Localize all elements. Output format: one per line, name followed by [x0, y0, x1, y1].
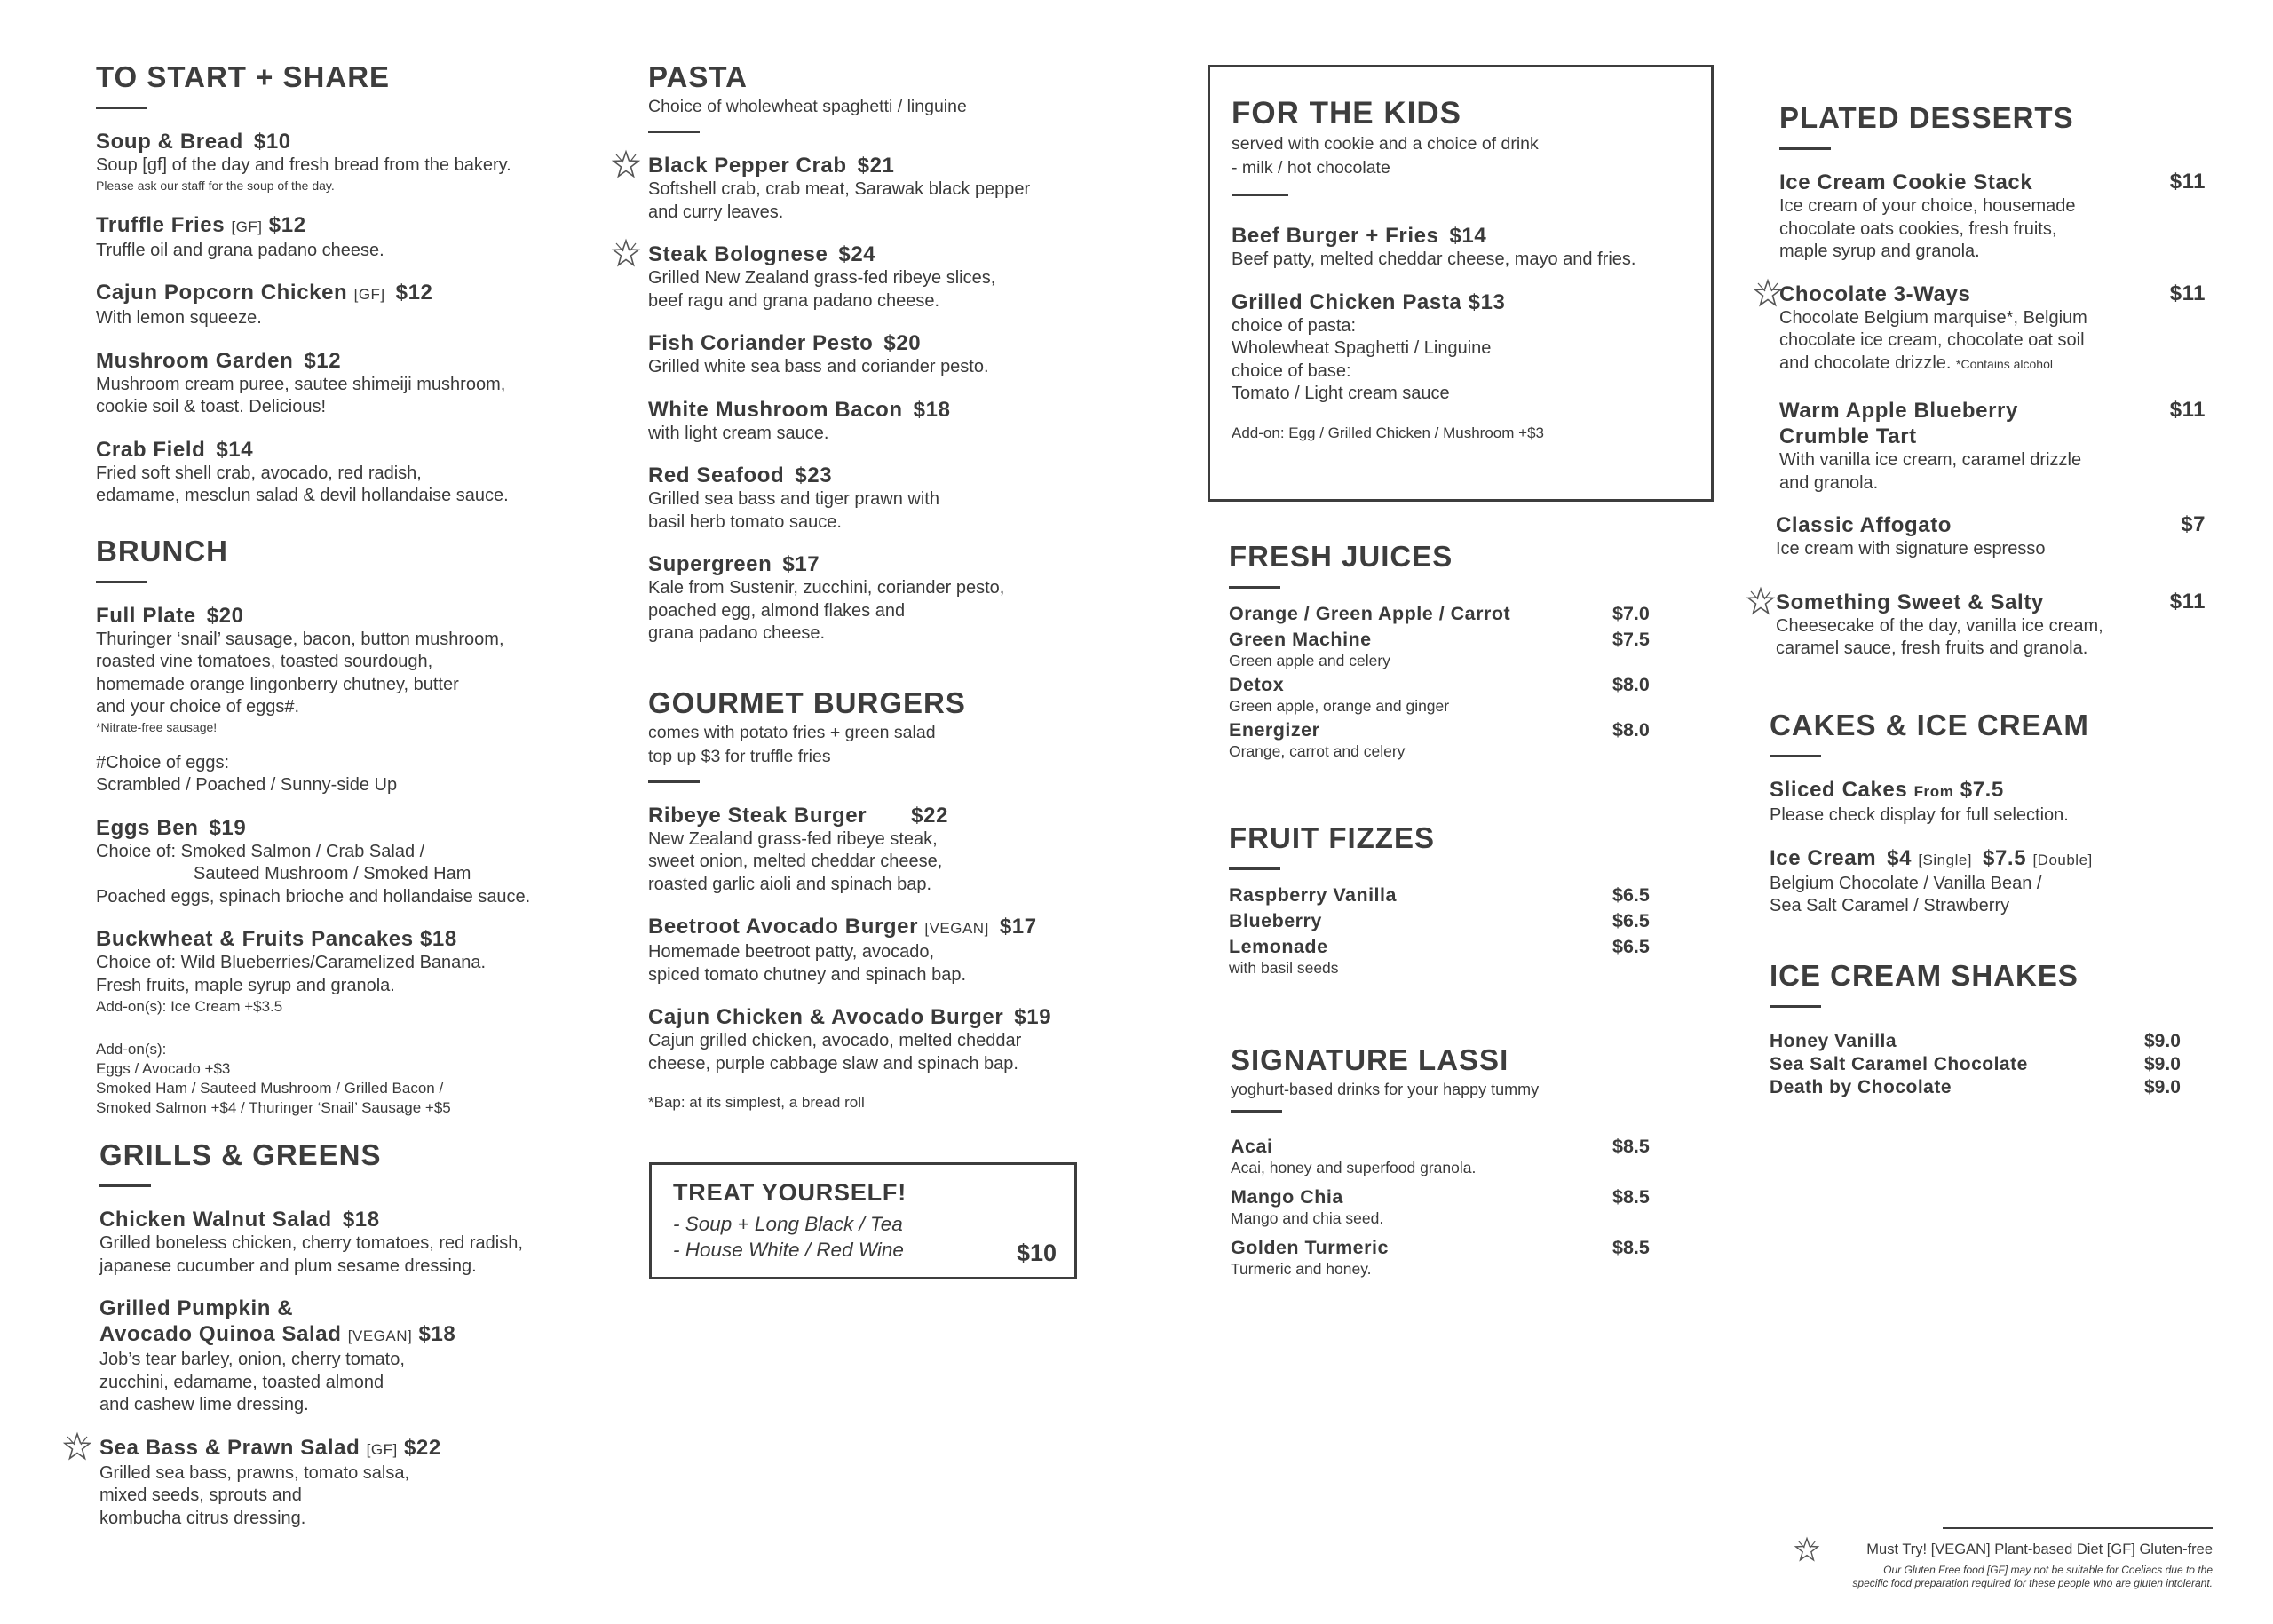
divider: [1779, 147, 1831, 150]
drink-item: [1231, 1136, 1675, 1177]
drink-description: Turmeric and honey.: [1231, 1260, 1372, 1278]
drink-item: [1229, 674, 1673, 716]
drink-name: Honey Vanilla: [1770, 1031, 1897, 1051]
drink-name: Energizer: [1229, 719, 1320, 741]
drink-name: Death by Chocolate: [1770, 1077, 1952, 1097]
shakes-section: [1770, 959, 2191, 1100]
section-title-desserts: PLATED DESSERTS: [1779, 101, 2074, 134]
divider: [1229, 867, 1280, 870]
divider: [1770, 755, 1821, 757]
section-title-cakes: CAKES & ICE CREAM: [1770, 709, 2089, 741]
section-title-kids: FOR THE KIDS: [1232, 96, 1461, 131]
drink-name: Mango Chia: [1231, 1186, 1343, 1208]
menu-item: Cajun Popcorn Chicken [GF] $12 With lemon squeeze.: [96, 281, 433, 328]
divider: [1770, 1005, 1821, 1008]
drink-name: Sea Salt Caramel Chocolate: [1770, 1054, 2028, 1074]
drink-price: $9.0: [2144, 1077, 2181, 1097]
drink-item: [1770, 1077, 2191, 1098]
menu-item: Sea Bass & Prawn Salad [GF] $22 Grilled sea bass, prawns, tomato salsa, mixed seeds, sprouts and kombucha citrus dressing.: [99, 1435, 614, 1531]
section-title-lassi: SIGNATURE LASSI: [1231, 1043, 1509, 1076]
menu-item: Eggs Ben $19 Choice of: Smoked Salmon / Crab Salad / Sauteed Mushroom / Smoked Ham Poached eggs, spinach brioche and hollandaise sauce.: [96, 815, 531, 907]
drink-price: $8.5: [1612, 1237, 1650, 1258]
must-try-star-icon: [1794, 1536, 1820, 1563]
menu-item: Black Pepper Crab $21 Softshell crab, crab meat, Sarawak black pepper and curry leaves.: [648, 153, 1128, 224]
divider: [1229, 586, 1280, 589]
must-try-star-icon: [611, 149, 641, 179]
drink-price: $9.0: [2144, 1031, 2181, 1051]
divider: [96, 581, 147, 583]
lassi-list: [1231, 1136, 1675, 1279]
menu-item: Ice Cream $4 [Single] $7.5 [Double] Belgium Chocolate / Vanilla Bean / Sea Salt Caramel / Strawberry: [1770, 845, 2093, 915]
drink-description: Acai, honey and superfood granola.: [1231, 1159, 1477, 1176]
menu-item: Supergreen $17 Kale from Sustenir, zucchini, coriander pesto, poached egg, almond flakes and grana padano cheese.: [648, 552, 1005, 643]
menu-item: White Mushroom Bacon $18 with light cream sauce.: [648, 397, 951, 443]
column-2: PASTA Choice of wholewheat spaghetti / linguine Black Pepper Crab $21 Softshell crab, crab meat, Sarawak black pepper and curry leaves. Steak Bolognese $24 Grilled New Zealand grass-fed ribeye slices, beef ragu and grana padano cheese. Fish Coriander Pesto $20 Grilled white sea bass and coriander pesto. White Mushroom Bacon $18 with light cream sauce. Red Seafood $23 Grilled sea bass and tiger prawn with basil herb tomato sauce. Supergreen $17 Kale from Sustenir, zucchini, coriander pesto, poached egg, almond flakes and grana padano cheese. GOURMET BURGERS comes with potato fries + green salad top up $3 for truffle fries Ribeye Steak Burger $22 New Zealand grass-fed ribeye steak, sweet onion, melted cheddar cheese, roasted garlic aioli and spinach bap. Beetroot Avocado Burger [VEGAN] $17 Homemade beetroot patty, avocado, spiced tomato chutney and spinach bap. Cajun Chicken & Avocado Burger $19 Cajun grilled chicken, avocado, melted cheddar cheese, purple cabbage slaw and spinach bap. *Bap: at its simplest, a bread roll: [648, 60, 1128, 1113]
drink-item: [1770, 1031, 2191, 1052]
drink-price: $6.5: [1612, 884, 1650, 906]
drink-name: Lemonade: [1229, 936, 1328, 957]
menu-item: Mushroom Garden $12 Mushroom cream puree, sautee shimeiji mushroom, cookie soil & toast. Delicious!: [96, 348, 506, 416]
shakes-list: [1770, 1031, 2191, 1098]
menu-item: Steak Bolognese $24 Grilled New Zealand grass-fed ribeye slices, beef ragu and grana padano cheese.: [648, 242, 1128, 313]
must-try-star-icon: [1753, 278, 1783, 308]
drink-item: [1770, 1054, 2191, 1075]
fizzes-section: [1229, 821, 1673, 981]
drink-item: [1229, 603, 1673, 625]
drink-price: $6.5: [1612, 936, 1650, 957]
menu-item: Fish Coriander Pesto $20 Grilled white sea bass and coriander pesto.: [648, 331, 989, 376]
section-title-juices: FRESH JUICES: [1229, 540, 1453, 573]
menu-item: Soup & Bread $10 Soup [gf] of the day and fresh bread from the bakery. Please ask our staff for the soup of the day.: [96, 130, 511, 193]
juices-section: [1229, 540, 1673, 764]
menu-item: Grilled Pumpkin & Avocado Quinoa Salad [VEGAN] $18 Job’s tear barley, onion, cherry tomato, zucchini, edamame, toasted almond and cashew lime dressing.: [99, 1296, 456, 1414]
bap-note: *Bap: at its simplest, a bread roll: [648, 1094, 865, 1111]
menu-item: Beef Burger + Fries $14 Beef patty, melted cheddar cheese, mayo and fries.: [1232, 224, 1636, 269]
divider: [1231, 1110, 1282, 1113]
menu-item: Chicken Walnut Salad $18 Grilled boneless chicken, cherry tomatoes, red radish, japanese cucumber and plum sesame dressing.: [99, 1208, 523, 1276]
drink-description: Mango and chia seed.: [1231, 1209, 1384, 1227]
divider: [1232, 194, 1288, 196]
drink-price: $9.0: [2144, 1054, 2181, 1074]
drink-item: [1229, 936, 1673, 978]
drink-price: $8.5: [1612, 1186, 1650, 1208]
section-title-burgers: GOURMET BURGERS: [648, 685, 966, 719]
drink-price: $7.0: [1612, 603, 1650, 624]
must-try-star-icon: [1746, 586, 1776, 616]
drink-name: Raspberry Vanilla: [1229, 884, 1397, 906]
drink-name: Acai: [1231, 1136, 1273, 1157]
menu-item: Cajun Chicken & Avocado Burger $19 Cajun grilled chicken, avocado, melted cheddar cheese, purple cabbage slaw and spinach bap.: [648, 1005, 1052, 1073]
divider: [648, 780, 700, 783]
divider: [648, 131, 700, 133]
drink-item: [1229, 629, 1673, 670]
section-title-grills: GRILLS & GREENS: [99, 1138, 382, 1171]
kids-box: FOR THE KIDS served with cookie and a choice of drink - milk / hot chocolate Beef Burger + Fries $14 Beef patty, melted cheddar cheese, mayo and fries. Grilled Chicken Pasta $13 choice of pasta: Wholewheat Spaghetti / Linguine choice of base: Tomato / Light cream sauce Add-on: Egg / Grilled Chicken / Mushroom +$3: [1208, 65, 1714, 502]
footer-legend: Must Try! [VEGAN] Plant-based Diet [GF] Gluten-free Our Gluten Free food [GF] may not be suitable for Coeliacs due to the specific food preparation required for these people who are gluten intolerant.: [1758, 1527, 2213, 1590]
drink-item: [1229, 884, 1673, 907]
menu-item: Classic Affogato $7 Ice cream with signature espresso: [1776, 512, 2206, 558]
drink-name: Orange / Green Apple / Carrot: [1229, 603, 1511, 624]
treat-yourself-box: TREAT YOURSELF! - Soup + Long Black / Tea - House White / Red Wine $10: [649, 1162, 1077, 1279]
drink-name: Detox: [1229, 674, 1285, 695]
drink-name: Blueberry: [1229, 910, 1322, 931]
drink-description: Green apple and celery: [1229, 652, 1390, 669]
section-title-pasta: PASTA: [648, 60, 748, 93]
must-try-star-icon: [62, 1431, 92, 1462]
section-title-fizzes: FRUIT FIZZES: [1229, 821, 1435, 854]
desserts-section: [1776, 101, 2206, 678]
menu-item: Beetroot Avocado Burger [VEGAN] $17 Homemade beetroot patty, avocado, spiced tomato chutney and spinach bap.: [648, 915, 1037, 985]
menu-item: Ice Cream Cookie Stack $11 Ice cream of your choice, housemade chocolate oats cookies, fresh fruits, maple syrup and granola.: [1779, 170, 2206, 261]
drink-item: [1229, 910, 1673, 932]
drink-item: [1231, 1186, 1675, 1228]
drink-name: Green Machine: [1229, 629, 1372, 650]
menu-item: Buckwheat & Fruits Pancakes $18 Choice of: Wild Blueberries/Caramelized Banana. Fresh fruits, maple syrup and granola. Add-on(s): Ice Cream +$3.5: [96, 927, 487, 1015]
column-1: [96, 60, 611, 1145]
grills-section: [99, 1138, 614, 1548]
addons-block: Add-on(s): Eggs / Avocado +$3 Smoked Ham / Sauteed Mushroom / Grilled Bacon / Smoked Salmon +$4 / Thuringer ‘Snail’ Sausage +$5: [96, 1041, 451, 1116]
menu-item: Ribeye Steak Burger $22 New Zealand grass-fed ribeye steak, sweet onion, melted cheddar cheese, roasted garlic aioli and spinach bap.: [648, 803, 949, 894]
menu-item: Full Plate $20 Thuringer ‘snail’ sausage, bacon, button mushroom, roasted vine tomatoes, toasted sourdough, homemade orange lingonberry chutney, butter and your choice of eggs#. *Nitrate-free sausage! #Choice of eggs: Scrambled / Poached / Sunny-side Up: [96, 603, 504, 795]
drink-name: Golden Turmeric: [1231, 1237, 1389, 1258]
menu-item: Warm Apple Blueberry Crumble Tart $11 With vanilla ice cream, caramel drizzle and granola.: [1779, 398, 2206, 493]
drink-price: $7.5: [1612, 629, 1650, 650]
juices-list: [1229, 603, 1673, 761]
drink-item: [1231, 1237, 1675, 1279]
lassi-section: SIGNATURE LASSI yoghurt-based drinks for your happy tummy Acai $8.5 Acai, honey and superfood granola. Mango Chia $8.5 Mango and chia seed. Golden Turmeric $8.5 Turmeric and honey.: [1231, 1043, 1675, 1287]
section-title-start: TO START + SHARE: [96, 60, 391, 93]
fizzes-list: [1229, 884, 1673, 978]
menu-item: Truffle Fries [GF] $12 Truffle oil and grana padano cheese.: [96, 212, 384, 260]
drink-price: $6.5: [1612, 910, 1650, 931]
section-title-brunch: BRUNCH: [96, 534, 228, 567]
menu-item: Sliced Cakes From $7.5 Please check display for full selection.: [1770, 778, 2069, 825]
menu-item: Red Seafood $23 Grilled sea bass and tiger prawn with basil herb tomato sauce.: [648, 463, 939, 532]
section-title-shakes: ICE CREAM SHAKES: [1770, 959, 2079, 992]
divider: [1943, 1527, 2213, 1529]
menu-item: Grilled Chicken Pasta $13 choice of pasta: Wholewheat Spaghetti / Linguine choice of base: Tomato / Light cream sauce: [1232, 289, 1506, 403]
cakes-section: [1770, 709, 2196, 936]
must-try-star-icon: [611, 238, 641, 268]
drink-price: $8.0: [1612, 719, 1650, 741]
drink-price: $8.5: [1612, 1136, 1650, 1157]
menu-item: Something Sweet & Salty $11 Cheesecake of the day, vanilla ice cream, caramel sauce, fresh fruits and granola.: [1776, 590, 2206, 661]
drink-description: Orange, carrot and celery: [1229, 742, 1406, 760]
drink-description: Green apple, orange and ginger: [1229, 697, 1450, 715]
menu-item: Crab Field $14 Fried soft shell crab, avocado, red radish, edamame, mesclun salad & devil hollandaise sauce.: [96, 437, 509, 505]
menu-item: Chocolate 3-Ways $11 Chocolate Belgium marquise*, Belgium chocolate ice cream, chocolate oat soil and chocolate drizzle. *Contains alcohol: [1779, 281, 2206, 376]
divider: [96, 107, 147, 109]
divider: [99, 1184, 151, 1187]
drink-price: $8.0: [1612, 674, 1650, 695]
drink-item: [1229, 719, 1673, 761]
drink-description: with basil seeds: [1229, 959, 1339, 977]
